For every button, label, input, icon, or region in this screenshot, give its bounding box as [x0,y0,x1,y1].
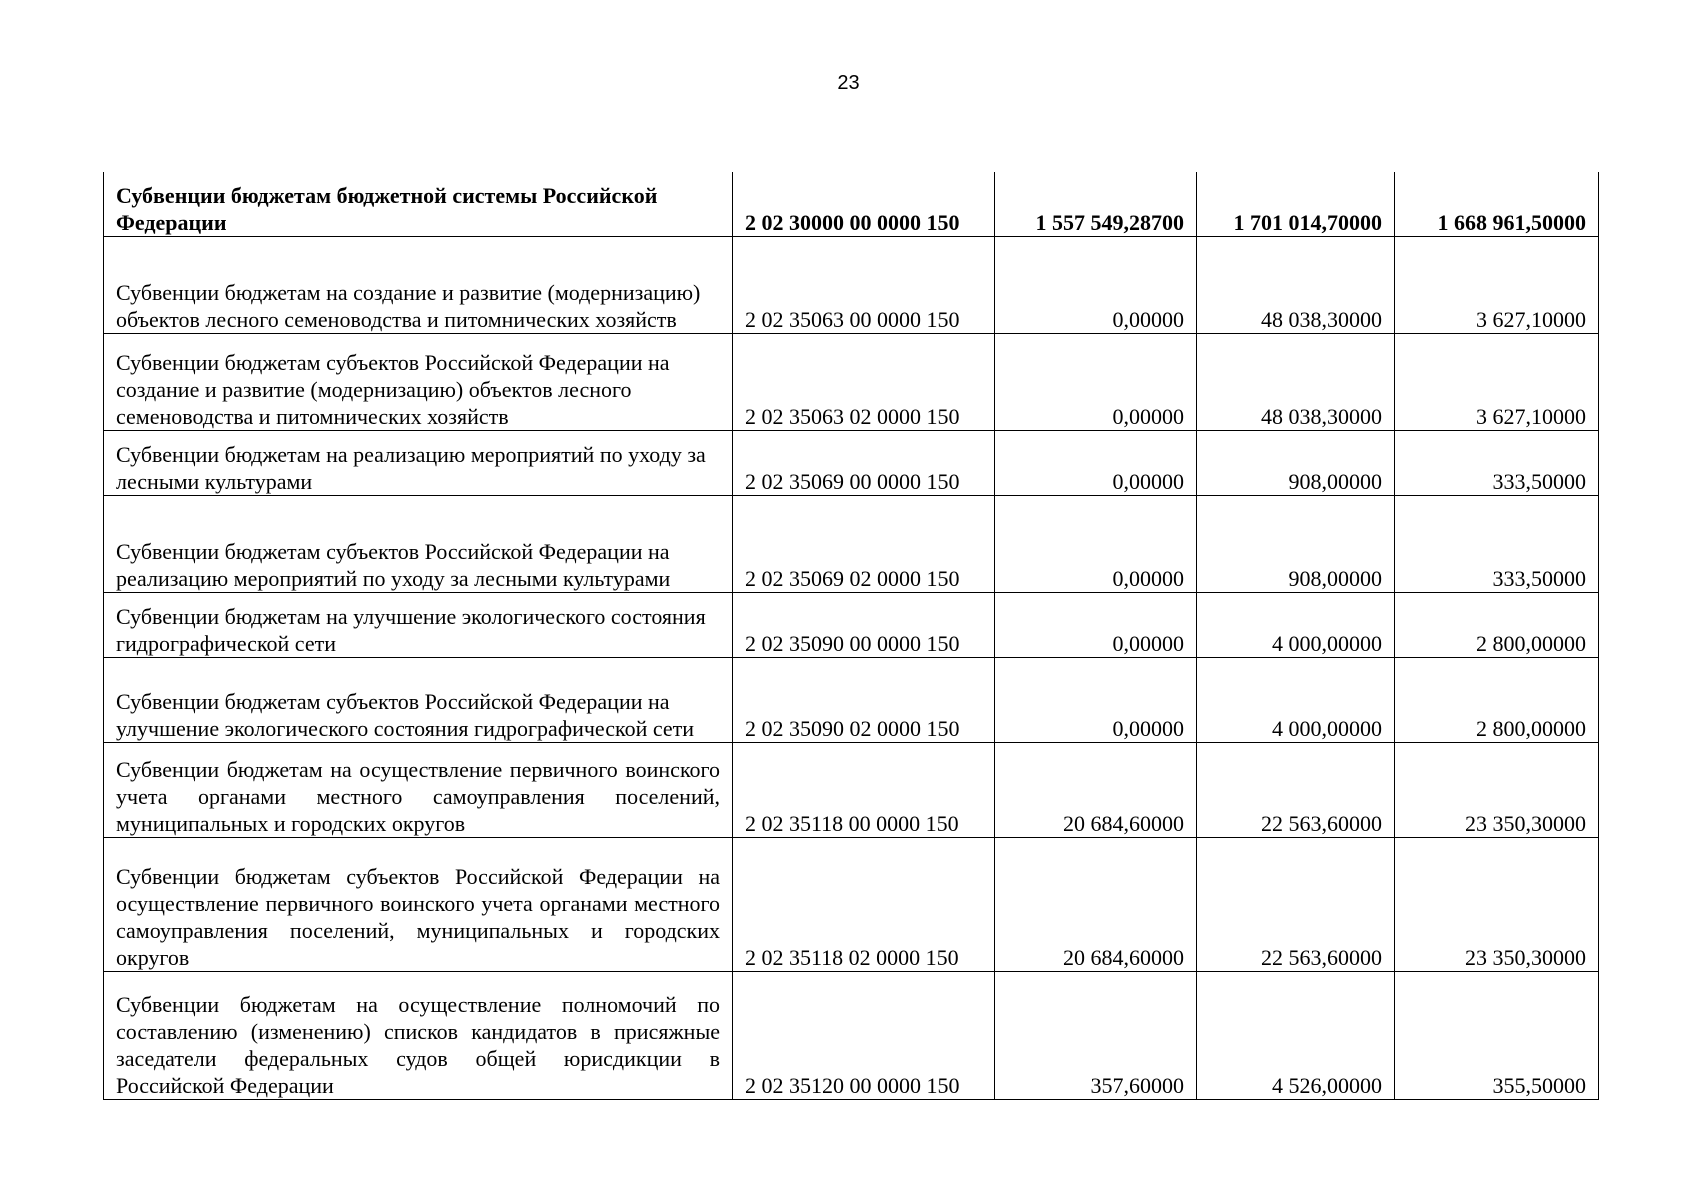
row-value-3: 333,50000 [1395,430,1599,495]
row-name: Субвенции бюджетам субъектов Российской Федерации на улучшение экологического состояния гидрографической сети [104,657,733,742]
row-value-1: 0,00000 [995,657,1197,742]
table-row [104,236,1599,333]
row-name: Субвенции бюджетам субъектов Российской Федерации на реализацию мероприятий по уходу за лесными культурами [104,495,733,592]
table-row [104,172,1599,236]
row-value-2: 4 000,00000 [1197,592,1395,657]
row-code: 2 02 35069 00 0000 150 [733,430,995,495]
row-value-1: 0,00000 [995,592,1197,657]
row-value-3: 333,50000 [1395,495,1599,592]
row-value-3: 23 350,30000 [1395,742,1599,837]
row-value-2: 908,00000 [1197,430,1395,495]
row-code: 2 02 35063 02 0000 150 [733,333,995,430]
row-code: 2 02 30000 00 0000 150 [733,172,995,236]
table-row [104,971,1599,1099]
row-code: 2 02 35090 00 0000 150 [733,592,995,657]
row-code: 2 02 35063 00 0000 150 [733,236,995,333]
row-value-1: 0,00000 [995,495,1197,592]
row-code: 2 02 35069 02 0000 150 [733,495,995,592]
row-value-2: 4 000,00000 [1197,657,1395,742]
row-value-2: 48 038,30000 [1197,236,1395,333]
row-value-3: 355,50000 [1395,971,1599,1099]
row-name: Субвенции бюджетам на осуществление полномочий по составлению (изменению) списков кандидатов в присяжные заседатели федеральных судов общей юрисдикции в Российской Федерации [104,971,733,1099]
row-value-1: 0,00000 [995,333,1197,430]
row-value-3: 2 800,00000 [1395,592,1599,657]
row-name: Субвенции бюджетам на создание и развитие (модернизацию) объектов лесного семеноводства и питомнических хозяйств [104,236,733,333]
row-name: Субвенции бюджетам на реализацию мероприятий по уходу за лесными культурами [104,430,733,495]
row-name: Субвенции бюджетам субъектов Российской Федерации на создание и развитие (модернизацию) объектов лесного семеноводства и питомнических хозяйств [104,333,733,430]
table-row [104,657,1599,742]
row-value-2: 22 563,60000 [1197,742,1395,837]
table-row [104,495,1599,592]
table-row [104,430,1599,495]
budget-table [103,172,1599,1100]
row-name: Субвенции бюджетам на улучшение экологического состояния гидрографической сети [104,592,733,657]
row-value-3: 3 627,10000 [1395,333,1599,430]
row-code: 2 02 35090 02 0000 150 [733,657,995,742]
row-value-2: 908,00000 [1197,495,1395,592]
row-name: Субвенции бюджетам на осуществление первичного воинского учета органами местного самоуправления поселений, муниципальных и городских округов [104,742,733,837]
row-value-2: 4 526,00000 [1197,971,1395,1099]
page-number: 23 [837,72,860,94]
row-value-2: 22 563,60000 [1197,837,1395,971]
row-code: 2 02 35120 00 0000 150 [733,971,995,1099]
row-value-1: 20 684,60000 [995,837,1197,971]
row-code: 2 02 35118 02 0000 150 [733,837,995,971]
row-value-2: 48 038,30000 [1197,333,1395,430]
row-value-1: 357,60000 [995,971,1197,1099]
row-value-3: 1 668 961,50000 [1395,172,1599,236]
row-value-1: 0,00000 [995,430,1197,495]
row-value-1: 20 684,60000 [995,742,1197,837]
row-value-3: 2 800,00000 [1395,657,1599,742]
row-code: 2 02 35118 00 0000 150 [733,742,995,837]
table-row [104,333,1599,430]
table-row [104,592,1599,657]
row-value-1: 0,00000 [995,236,1197,333]
row-value-3: 23 350,30000 [1395,837,1599,971]
row-value-3: 3 627,10000 [1395,236,1599,333]
row-value-1: 1 557 549,28700 [995,172,1197,236]
row-name: Субвенции бюджетам бюджетной системы Российской Федерации [104,172,733,236]
table-row [104,742,1599,837]
row-name: Субвенции бюджетам субъектов Российской Федерации на осуществление первичного воинского учета органами местного самоуправления поселений, муниципальных и городских округов [104,837,733,971]
table-row [104,837,1599,971]
row-value-2: 1 701 014,70000 [1197,172,1395,236]
